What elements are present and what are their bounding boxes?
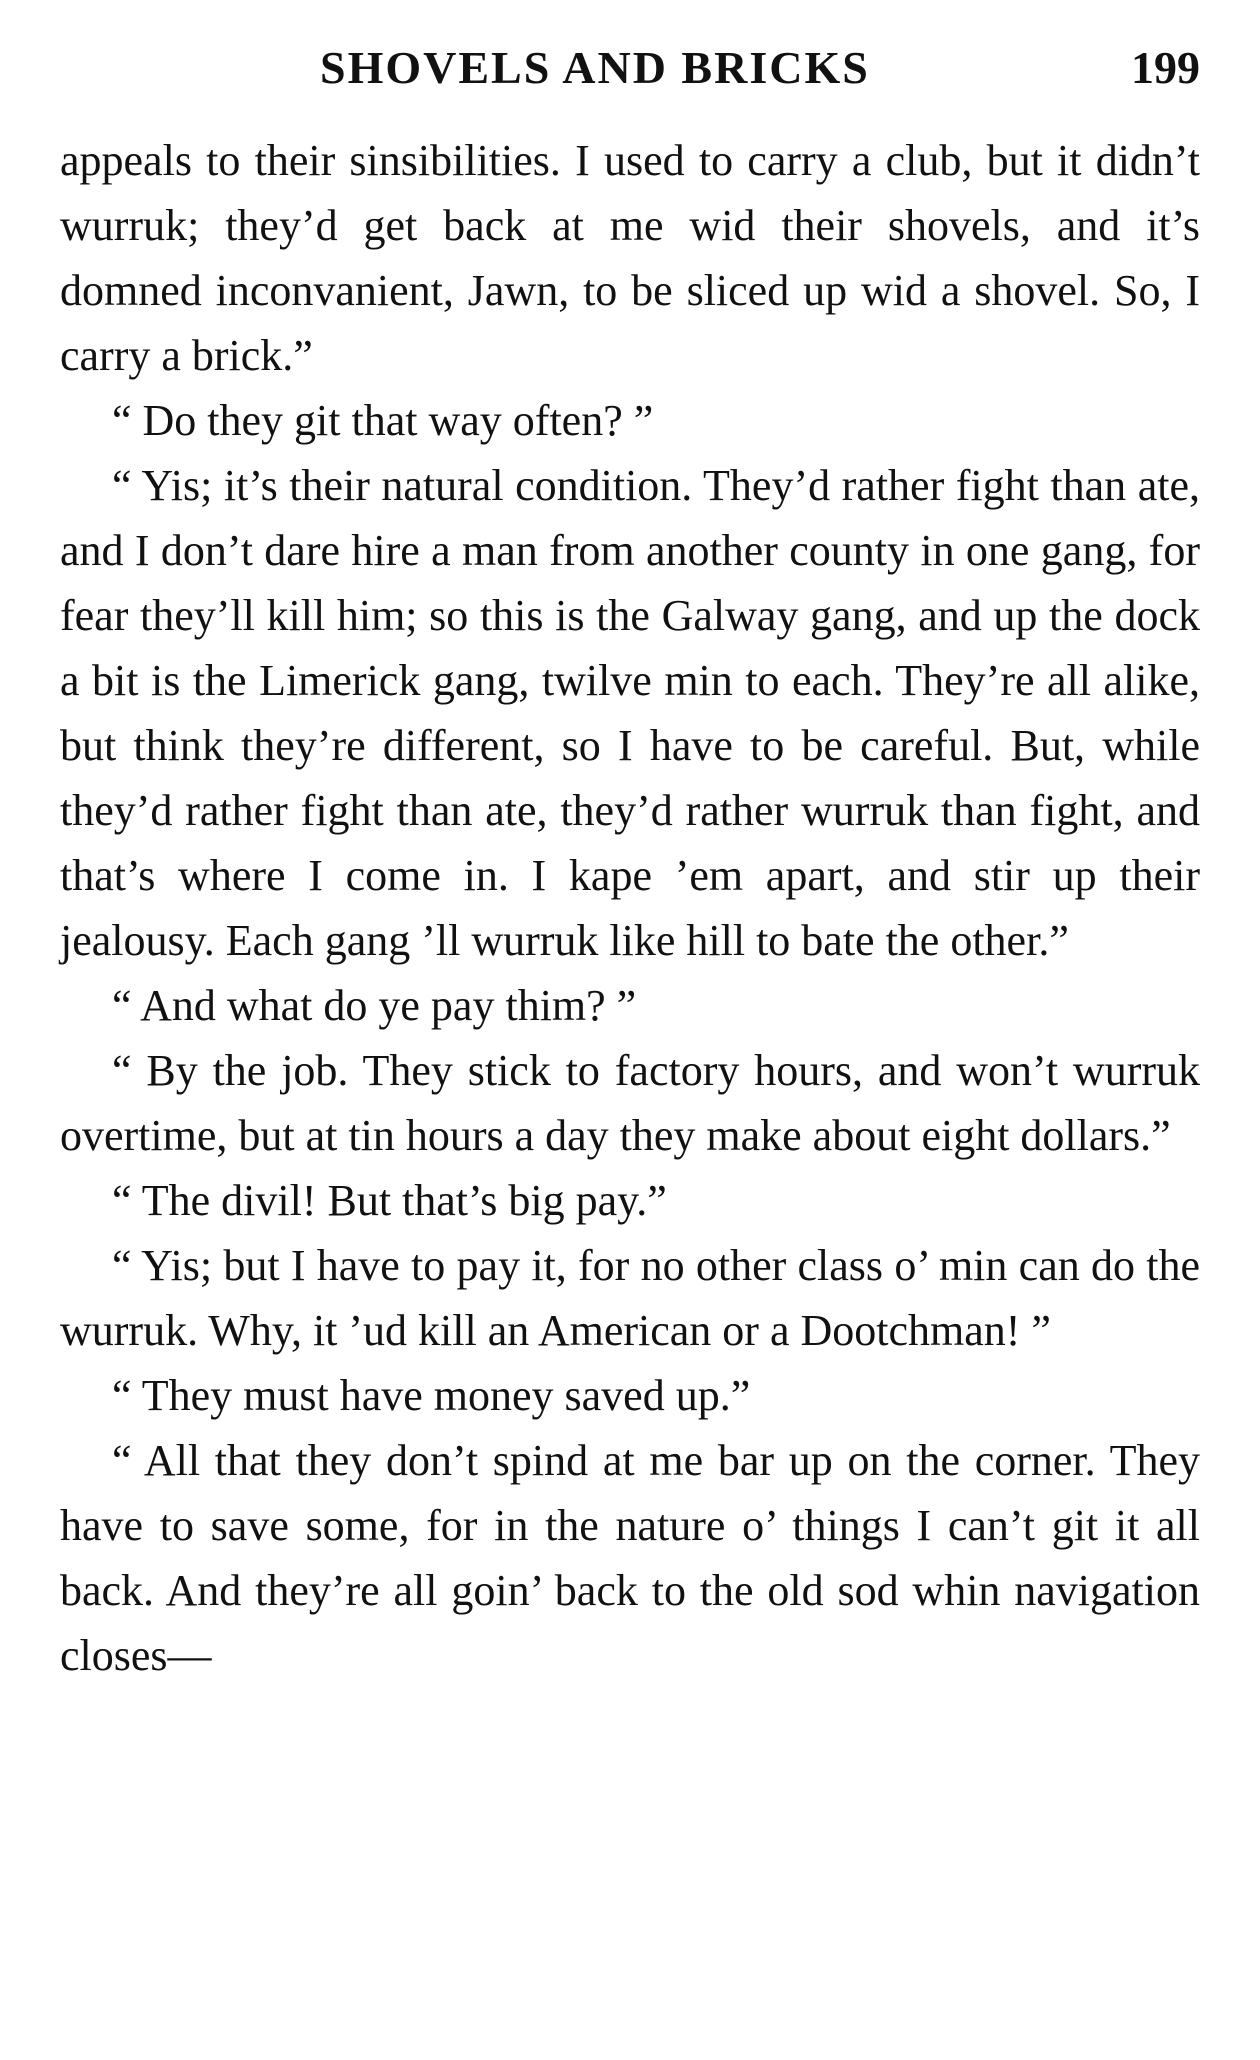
paragraph: “ Do they git that way often? ” bbox=[112, 396, 654, 445]
body-text bbox=[60, 128, 1200, 1688]
paragraph: “ Yis; but I have to pay it, for no other class o’ min can do the wurruk. Why, it ’ud kill an American or a Dootchman! ” bbox=[60, 1241, 1200, 1355]
paragraph: “ All that they don’t spind at me bar up on the corner. They have to save some, for in the nature o’ things I can’t git it all back. And they’re all goin’ back to the old sod whin navigation closes— bbox=[60, 1436, 1200, 1680]
paragraph: “ The divil! But that’s big pay.” bbox=[112, 1176, 667, 1225]
paragraph: “ They must have money saved up.” bbox=[112, 1371, 751, 1420]
paragraph: “ By the job. They stick to factory hours, and won’t wurruk overtime, but at tin hours a day they make about eight dollars.” bbox=[60, 1046, 1200, 1160]
page-number: 199 bbox=[1131, 42, 1200, 93]
chapter-title: SHOVELS AND BRICKS bbox=[320, 42, 870, 93]
running-head bbox=[60, 38, 1200, 98]
paragraph: appeals to their sinsibilities. I used to carry a club, but it didn’t wurruk; they’d get back at me wid their shovels, and it’s domned inconvanient, Jawn, to be sliced up wid a shovel. So, I carry a brick.” bbox=[60, 136, 1200, 380]
paragraph: “ And what do ye pay thim? ” bbox=[112, 981, 637, 1030]
paragraph: “ Yis; it’s their natural condition. They’d rather fight than ate, and I don’t dare hire a man from another county in one gang, for fear they’ll kill him; so this is the Galway gang, and up the dock a bit is the Limerick gang, twilve min to each. They’re all alike, but think they’re different, so I have to be careful. But, while they’d rather fight than ate, they’d rather wurruk than fight, and that’s where I come in. I kape ’em apart, and stir up their jealousy. Each gang ’ll wurruk like hill to bate the other.” bbox=[60, 461, 1200, 965]
